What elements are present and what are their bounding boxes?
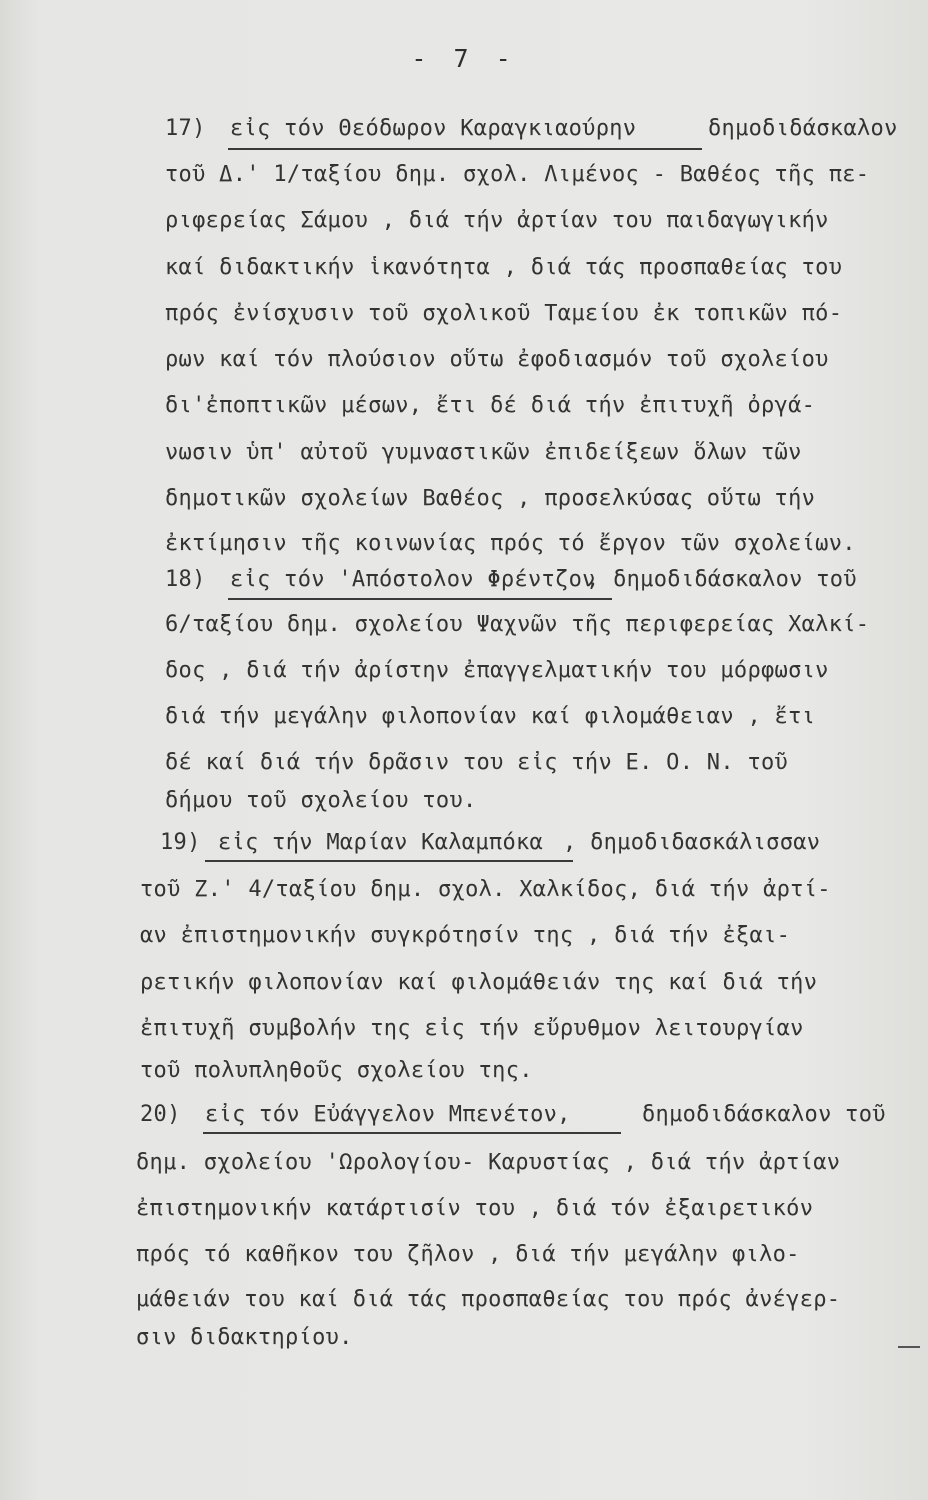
item-number: 17) (165, 116, 206, 141)
text-line: δημοτικῶν σχολείων Βαθέος , προσελκύσας οὕτω τήν (165, 486, 816, 511)
text-line: πρός ἐνίσχυσιν τοῦ σχολικοῦ Ταμείου ἐκ τοπικῶν πό- (165, 301, 843, 326)
text-line: ρων καί τόν πλούσιον οὕτω ἐφοδιασμόν τοῦ σχολείου (165, 347, 829, 372)
text-line: δι'ἐποπτικῶν μέσων, ἔτι δέ διά τήν ἐπιτυχῆ ὀργά- (165, 393, 816, 418)
item-number: 18) (165, 567, 206, 592)
text-line: τοῦ Ζ.' 4/ταξίου δημ. σχολ. Χαλκίδος, διά τήν ἀρτί- (140, 877, 831, 902)
text-line: , δημοδιδασκάλισσαν (563, 830, 821, 855)
text-line: δημοδιδάσκαλον (708, 116, 898, 141)
text-line: ἐπιστημονικήν κατάρτισίν του , διά τόν ἐξαιρετικόν (136, 1196, 814, 1221)
text-line: πρός τό καθῆκον του ζῆλον , διά τήν μεγάλην φιλο- (136, 1242, 800, 1267)
text-line: δος , διά τήν ἀρίστην ἐπαγγελματικήν του μόρφωσιν (165, 658, 829, 683)
text-line: διά τήν μεγάλην φιλοπονίαν καί φιλομάθειαν , ἔτι (165, 704, 816, 729)
text-line: νωσιν ὑπ' αὐτοῦ γυμναστικῶν ἐπιδείξεων ὅλων τῶν (165, 440, 802, 465)
name-underline (228, 598, 612, 600)
name-underline (205, 860, 573, 862)
item-number: 19) (160, 830, 201, 855)
recipient-name: εἰς τόν Εὐάγγελον Μπενέτον, (205, 1102, 571, 1127)
text-line: τοῦ Δ.' 1/ταξίου δημ. σχολ. Λιμένος - Βαθέος τῆς πε- (165, 162, 870, 187)
text-line: σιν διδακτηρίου. (136, 1325, 353, 1350)
text-line: δέ καί διά τήν δρᾶσιν του εἰς τήν Ε. Ο. Ν. τοῦ (165, 750, 789, 775)
recipient-name: εἰς τόν Θεόδωρον Καραγκιαούρην (230, 116, 637, 141)
text-line: 6/ταξίου δημ. σχολείου Ψαχνῶν τῆς περιφερείας Χαλκί- (165, 612, 870, 637)
item-number: 20) (140, 1102, 181, 1127)
page-number: - 7 - (411, 44, 517, 73)
name-underline (203, 1132, 621, 1134)
name-underline (228, 148, 702, 150)
recipient-name: εἰς τόν 'Απόστολον Φρέντζον (230, 567, 596, 592)
text-line: τοῦ πολυπληθοῦς σχολείου της. (140, 1058, 533, 1083)
text-line: δήμου τοῦ σχολείου του. (165, 788, 477, 813)
recipient-name: εἰς τήν Μαρίαν Καλαμπόκα (218, 830, 544, 855)
text-line: , δημοδιδάσκαλον τοῦ (586, 567, 857, 592)
text-line: ριφερείας Σάμου , διά τήν ἀρτίαν του παιδαγωγικήν (165, 208, 829, 233)
text-line: ἐκτίμησιν τῆς κοινωνίας πρός τό ἔργον τῶν σχολείων. (165, 531, 856, 556)
text-line: δημοδιδάσκαλον τοῦ (642, 1102, 886, 1127)
text-line: μάθειάν του καί διά τάς προσπαθείας του πρός ἀνέγερ- (136, 1287, 841, 1312)
text-line: ἐπιτυχῆ συμβολήν της εἰς τήν εὔρυθμον λειτουργίαν (140, 1016, 804, 1041)
margin-mark (898, 1346, 920, 1348)
text-line: δημ. σχολείου 'Ωρολογίου- Καρυστίας , διά τήν ἀρτίαν (136, 1150, 841, 1175)
text-line: καί διδακτικήν ἱκανότητα , διά τάς προσπαθείας του (165, 255, 843, 280)
text-line: ρετικήν φιλοπονίαν καί φιλομάθειάν της καί διά τήν (140, 970, 818, 995)
text-line: αν ἐπιστημονικήν συγκρότησίν της , διά τήν ἐξαι- (140, 923, 791, 948)
